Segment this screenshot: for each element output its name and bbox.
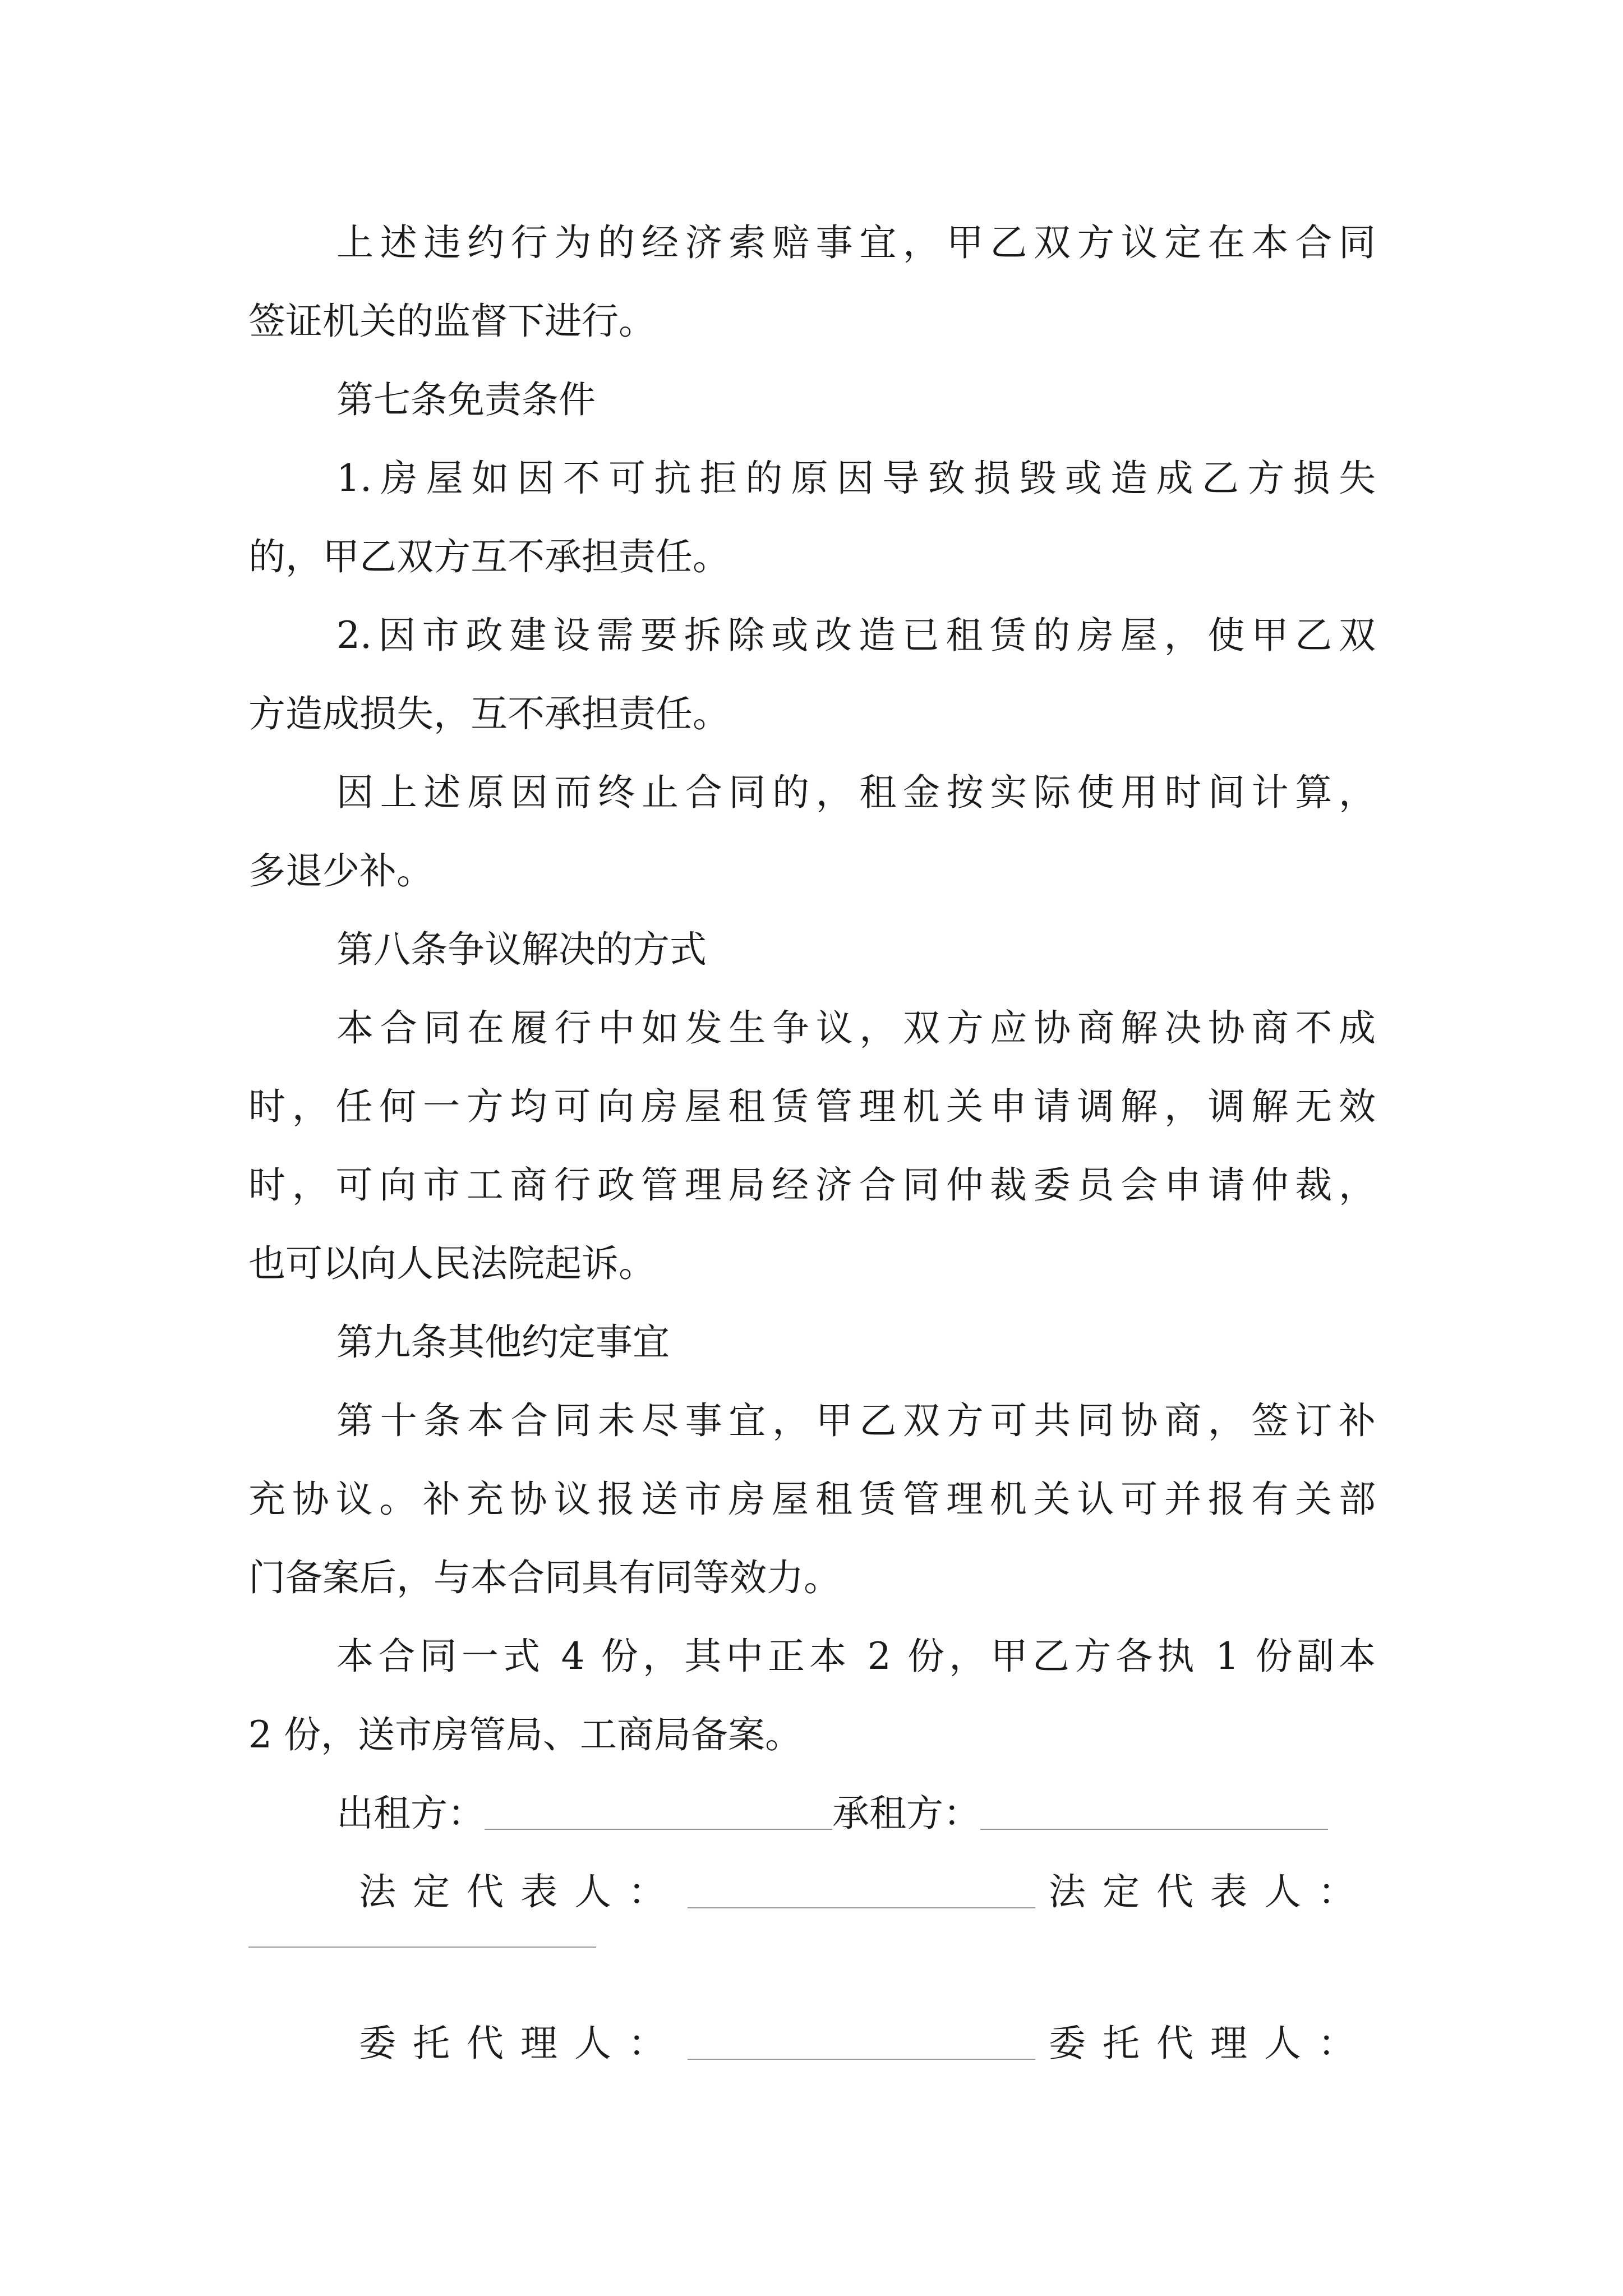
lessee-label: 承租方： [832,1792,980,1835]
lessor-lessee-row [336,1783,1328,1844]
article-heading: 第九条其他约定事宜 [336,1320,670,1364]
lessor-agent-label: 委托代理人： [359,2022,682,2065]
lessee-signature-blank[interactable] [980,1829,1328,1830]
paragraph-line: 因上述原因而终止合同的，租金按实际使用时间计算， [336,771,1376,814]
lessee-agent-label: 委托代理人： [1049,2022,1372,2065]
lessor-agent-blank[interactable] [688,2059,1035,2060]
paragraph-line: 上述违约行为的经济索赔事宜，甲乙双方议定在本合同 [336,221,1376,264]
paragraph-line: 方造成损失，互不承担责任。 [248,692,730,735]
article-heading: 第八条争议解决的方式 [336,928,707,971]
paragraph-line: 第十条本合同未尽事宜，甲乙双方可共同协商，签订补 [336,1399,1376,1442]
paragraph-line: 本合同一式 4 份，其中正本 2 份，甲乙方各执 1 份副本 [336,1635,1376,1678]
paragraph-line: 2.因市政建设需要拆除或改造已租赁的房屋，使甲乙双 [336,614,1376,657]
lessor-legal-rep-label: 法定代表人： [359,1870,682,1913]
lessor-label: 出租方： [336,1792,485,1835]
agent-row [359,2013,1372,2074]
paragraph-line: 1.房屋如因不可抗拒的原因导致损毁或造成乙方损失 [336,457,1376,500]
lessor-legal-rep-blank[interactable] [688,1907,1035,1908]
paragraph-line: 的，甲乙双方互不承担责任。 [248,535,730,578]
lessee-legal-rep-blank[interactable] [248,1947,596,1948]
paragraph-line: 也可以向人民法院起诉。 [248,1242,656,1285]
paragraph-line: 时，任何一方均可向房屋租赁管理机关申请调解，调解无效 [248,1085,1376,1128]
paragraph-line: 本合同在履行中如发生争议，双方应协商解决协商不成 [336,1006,1376,1050]
paragraph-line: 门备案后，与本合同具有同等效力。 [248,1556,841,1599]
lessor-signature-blank[interactable] [485,1829,832,1830]
paragraph-line: 签证机关的监督下进行。 [248,300,656,343]
paragraph-line: 时，可向市工商行政管理局经济合同仲裁委员会申请仲裁， [248,1163,1376,1207]
legal-rep-continuation [248,1901,596,1962]
paragraph-line: 2 份，送市房管局、工商局备案。 [248,1713,802,1756]
lessee-legal-rep-label: 法定代表人： [1049,1870,1372,1913]
paragraph-line: 充协议。补充协议报送市房屋租赁管理机关认可并报有关部 [248,1478,1376,1521]
article-heading: 第七条免责条件 [336,378,596,421]
paragraph-line: 多退少补。 [248,849,434,892]
